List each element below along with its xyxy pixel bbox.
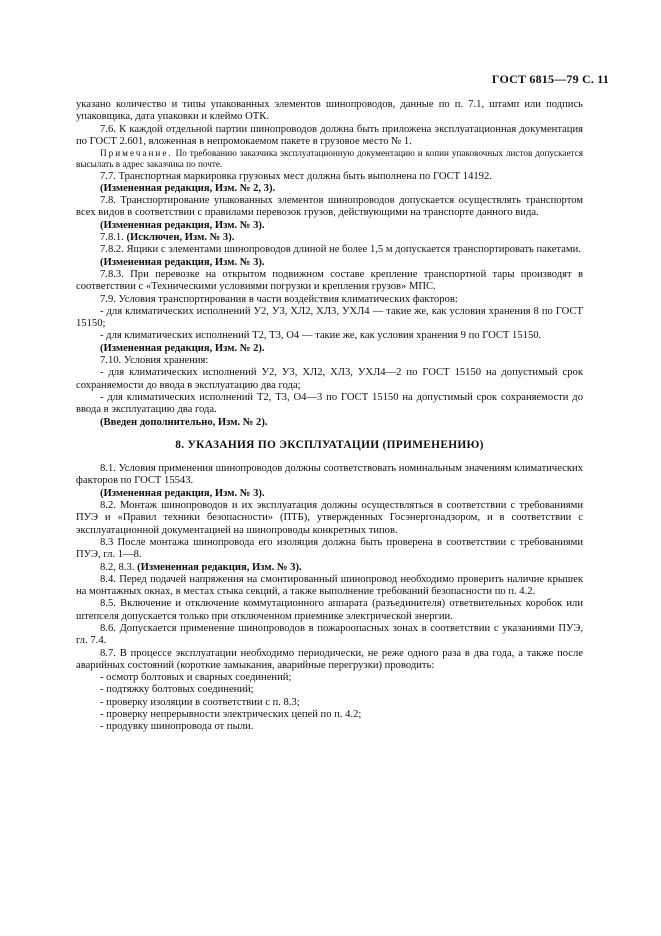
section-title: 8. УКАЗАНИЯ ПО ЭКСПЛУАТАЦИИ (ПРИМЕНЕНИЮ) (175, 438, 484, 451)
paragraph: - для климатических исполнений Т2, Т3, О4 — такие же, как условия хранения 9 по ГОСТ 15150. (100, 330, 542, 342)
revision-note: (Измененная редакция, Изм. № 3). (100, 487, 265, 499)
paragraph: - для климатических исполнений Т2, Т3, О4—3 по ГОСТ 15150 на допустимый срок сохраняемости до ввода в эксплуатацию два года. (76, 391, 583, 416)
paragraph: 7.6. К каждой отдельной партии шинопроводов должна быть приложена эксплуатационная документация по ГОСТ 2.601, вложенная в непромокаемом пакете в грузовое место № 1. (76, 123, 583, 147)
paragraph: 8.6. Допускается применение шинопроводов в пожароопасных зонах в соответствии с указаниями ПУЭ, гл. 7.4. (76, 622, 583, 647)
paragraph: 7.8.1. (Исключен, Изм. № 3). (100, 232, 235, 244)
page-header: ГОСТ 6815—79 С. 11 (491, 72, 609, 86)
paragraph: - осмотр болтовых и сварных соединений; (100, 672, 292, 684)
paragraph: 8.3 После монтажа шинопровода его изоляция должна быть проверена в соответствии с требованиями ПУЭ, гл. 1—8. (76, 536, 583, 561)
paragraph: 7.8.2. Ящики с элементами шинопроводов длиной не более 1,5 м допускается транспортировать пакетами. (100, 244, 581, 256)
revision-note: (Измененная редакция, Изм. № 2). (100, 342, 265, 354)
paragraph: 7.7. Транспортная маркировка грузовых мест должна быть выполнена по ГОСТ 14192. (100, 170, 492, 182)
paragraph: - для климатических исполнений У2, У3, ХЛ2, ХЛ3, УХЛ4—2 по ГОСТ 15150 на допустимый срок сохраняемости до ввода в эксплуатацию два года; (76, 367, 583, 391)
revision-note: (Измененная редакция, Изм. № 3). (100, 256, 265, 268)
paragraph: 8.1. Условия применения шинопроводов должны соответствовать номинальным значениям климатических факторов по ГОСТ 15543. (76, 463, 583, 487)
paragraph: - подтяжку болтовых соединений; (100, 684, 254, 696)
paragraph: - проверку изоляции в соответствии с п. 8.3; (100, 696, 300, 708)
paragraph: 7.8.3. При перевозке на открытом подвижном составе крепление транспортной тары производят в соответствии с «Техническими условиями погрузки и крепления грузов» МПС. (76, 268, 583, 293)
paragraph: 8.4. Перед подачей напряжения на смонтированный шинопровод необходимо проверить наличие крышек на монтажных окнах, в местах стыка секций, а также выполнение требований безопасности по п. 4.2. (76, 573, 583, 598)
note-paragraph: Примечание. По требованию заказчика эксплуатационную документацию и копии упаковочных листов допускается высылать в адрес заказчика по почте. (76, 148, 583, 170)
paragraph: 7.10. Условия хранения: (100, 355, 209, 367)
paragraph: - для климатических исполнений У2, У3, ХЛ2, ХЛ3, УХЛ4 — такие же, как условия хранения 8 по ГОСТ 15150; (76, 305, 583, 330)
note-label: Примечание. (100, 148, 173, 159)
paragraph: 8.2. Монтаж шинопроводов и их эксплуатация должны осуществляться в соответствии с требованиями ПУЭ и «Правил техники безопасности» (ПТБ), утвержденных Госэнергонадзором, и в соответствии с эксплуатационной документацией на шинопроводы конкретных типов. (76, 500, 583, 536)
revision-note: (Измененная редакция, Изм. № 2, 3). (100, 182, 276, 194)
document-body (76, 99, 583, 734)
paragraph-continuation: указано количество и типы упакованных элементов шинопроводов, данные по п. 7.1, штамп или подпись упаковщика, дата упаковки и клеймо ОТК. (76, 99, 583, 123)
paragraph: 8.5. Включение и отключение коммутационного аппарата (разъединителя) ответвительных коробок или штепселя допускается только при отключенном приемнике электрической энергии. (76, 598, 583, 622)
revision-note: (Введен дополнительно, Изм. № 2). (100, 416, 268, 428)
revision-note: (Измененная редакция, Изм. № 3). (100, 219, 265, 231)
paragraph: - проверку непрерывности электрических цепей по п. 4.2; (100, 709, 362, 721)
paragraph: 7.8. Транспортирование упакованных элементов шинопроводов допускается осуществлять транспортом всех видов в соответствии с правилами перевозок грузов, действующими на транспорте данного вида. (76, 195, 583, 219)
revision-note: (Исключен, Изм. № 3). (126, 232, 235, 244)
paragraph: 8.7. В процессе эксплуатации необходимо периодически, не реже одного раза в два года, а также после аварийных состояний (короткие замыкания, аварийные перегрузки) проводить: (76, 647, 583, 671)
paragraph: - продувку шинопровода от пыли. (100, 721, 254, 733)
paragraph: 8.2, 8.3. (Измененная редакция, Изм. № 3). (100, 561, 302, 573)
paragraph: 7.9. Условия транспортирования в части воздействия климатических факторов: (100, 293, 458, 305)
revision-note: (Измененная редакция, Изм. № 3). (137, 561, 302, 573)
